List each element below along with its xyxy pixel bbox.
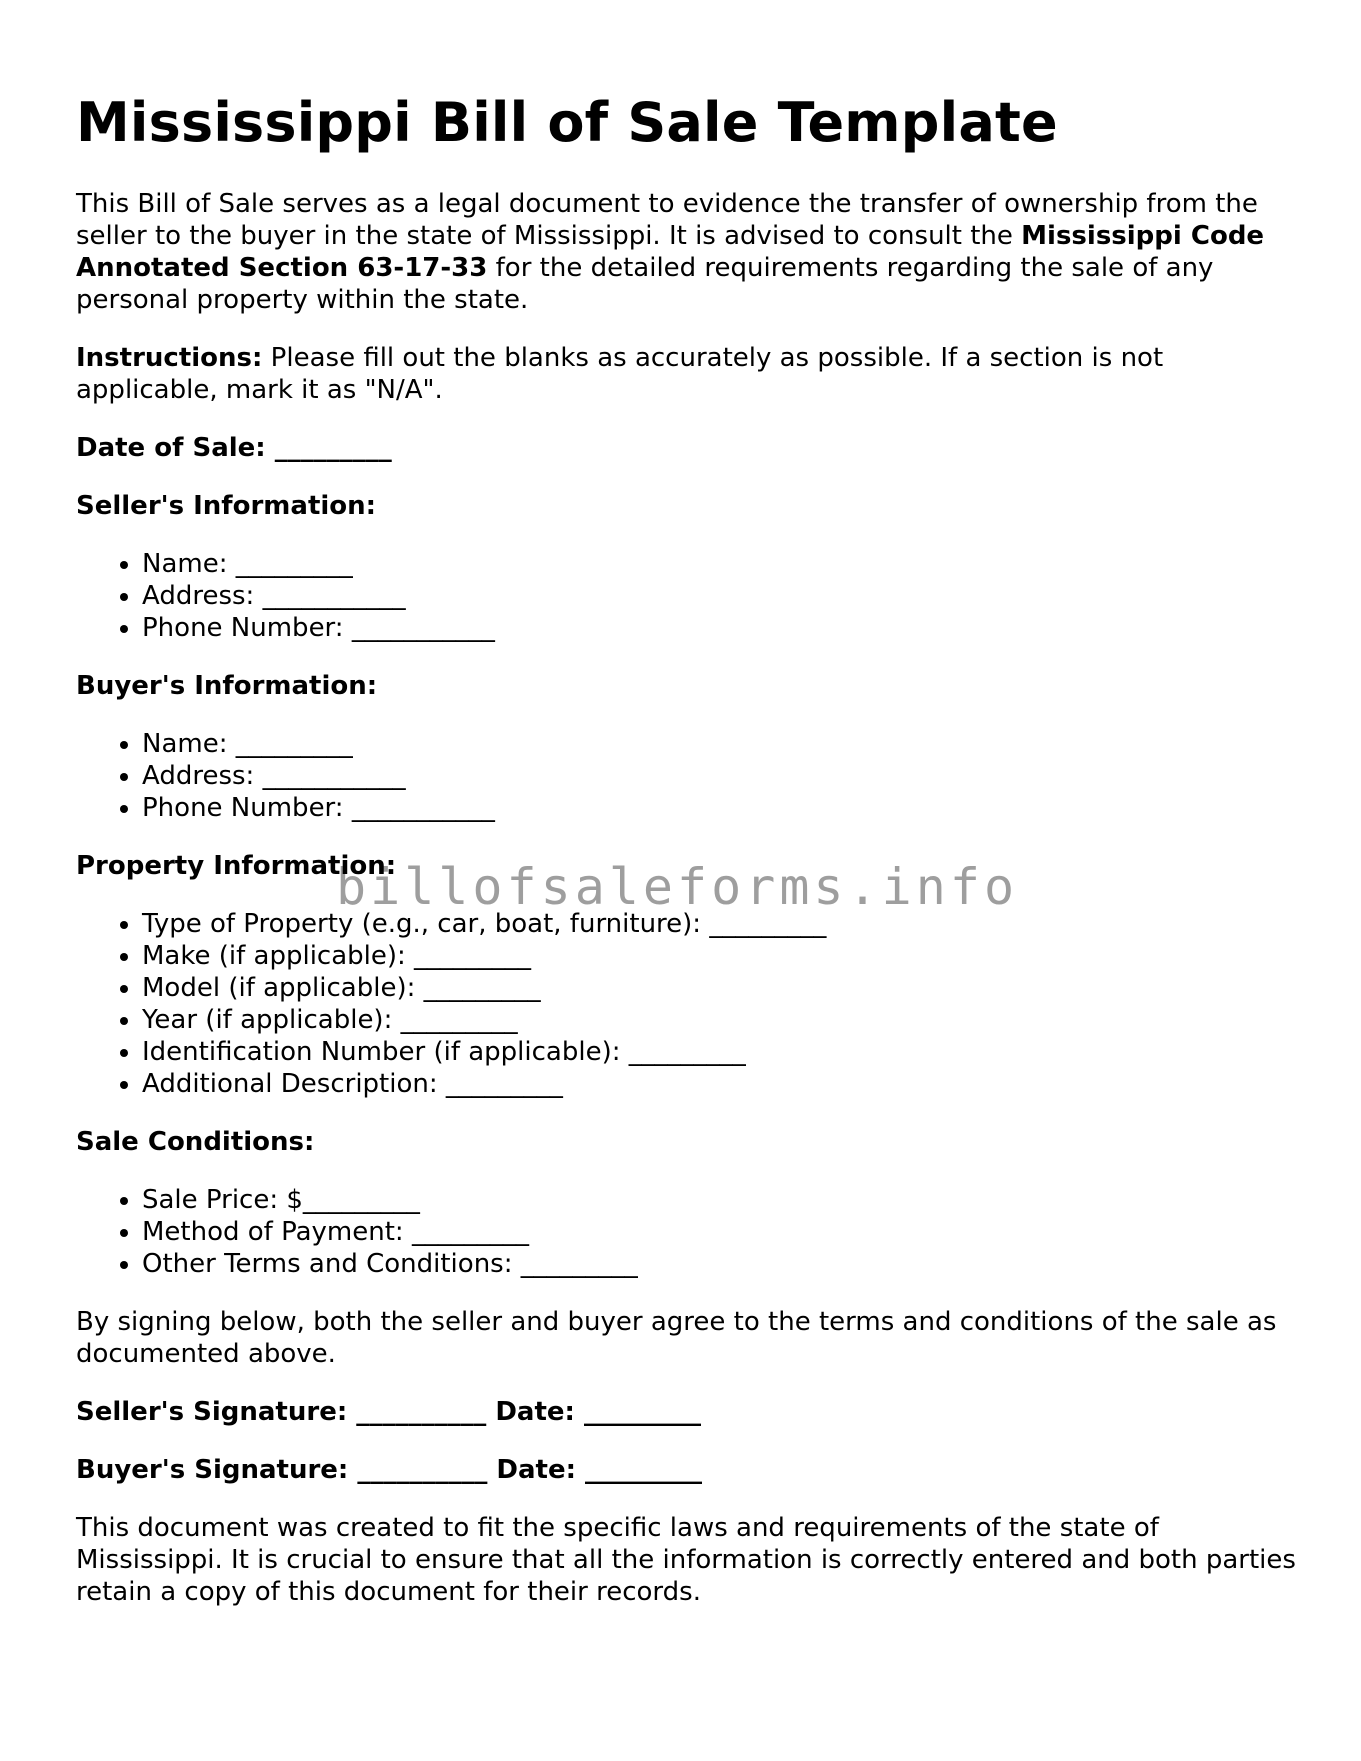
list-item: • Address: ___________ xyxy=(142,760,1296,792)
list-item: • Address: ___________ xyxy=(142,580,1296,612)
instructions-text: Please fill out the blanks as accurately as possible. If a section is not applicable, mark it as "N/A". xyxy=(76,343,1164,406)
watermark: billofsaleforms.info xyxy=(336,858,1019,916)
list-item: • Name: _________ xyxy=(142,548,1296,580)
list-item: • Phone Number: ___________ xyxy=(142,792,1296,824)
closing-paragraph: This document was created to fit the specific laws and requirements of the state of Mississippi. It is crucial to ensure that all the information is correctly entered and both parties retain a copy of this document for their records. xyxy=(76,1513,1296,1608)
list-item: • Name: _________ xyxy=(142,728,1296,760)
page-title: Mississippi Bill of Sale Template xyxy=(76,91,1058,154)
list-item: • Year (if applicable): _________ xyxy=(142,1004,1296,1036)
date-of-sale-blank: _________ xyxy=(265,433,392,464)
date-of-sale-label: Date of Sale: xyxy=(76,433,266,464)
buyer-signature-line: Buyer's Signature: __________ Date: _________ xyxy=(76,1455,703,1486)
date-of-sale xyxy=(76,432,1296,464)
seller-info-list xyxy=(76,548,1296,644)
code-reference: Mississippi Code Annotated Section 63-17-33 xyxy=(76,221,1265,284)
property-info-list xyxy=(76,908,1296,1100)
instructions-paragraph xyxy=(76,342,1296,406)
seller-signature-line: Seller's Signature: __________ Date: _________ xyxy=(76,1397,701,1428)
agreement-paragraph: By signing below, both the seller and buyer agree to the terms and conditions of the sale as documented above. xyxy=(76,1307,1277,1370)
list-item: • Other Terms and Conditions: _________ xyxy=(142,1248,1296,1280)
list-item: • Method of Payment: _________ xyxy=(142,1216,1296,1248)
list-item: • Phone Number: ___________ xyxy=(142,612,1296,644)
sale-conditions-heading: Sale Conditions: xyxy=(76,1127,315,1158)
intro-paragraph xyxy=(76,188,1296,316)
intro-text-1: This Bill of Sale serves as a legal document to evidence the transfer of ownership from the seller to the buyer in the state of Mississippi. It is advised to consult the xyxy=(76,189,1258,252)
list-item: • Identification Number (if applicable): _________ xyxy=(142,1036,1296,1068)
instructions-label: Instructions: xyxy=(76,343,263,374)
document-page xyxy=(76,92,1296,1634)
list-item: • Sale Price: $_________ xyxy=(142,1184,1296,1216)
list-item: • Model (if applicable): _________ xyxy=(142,972,1296,1004)
intro-text-2: for the detailed requirements regarding the sale of any personal property within the state. xyxy=(76,253,1214,316)
list-item: • Make (if applicable): _________ xyxy=(142,940,1296,972)
list-item: • Additional Description: _________ xyxy=(142,1068,1296,1100)
property-info-heading: Property Information: xyxy=(76,851,397,882)
buyer-info-heading: Buyer's Information: xyxy=(76,671,378,702)
seller-info-heading: Seller's Information: xyxy=(76,491,377,522)
sale-conditions-list xyxy=(76,1184,1296,1280)
list-item: • Type of Property (e.g., car, boat, furniture): _________ xyxy=(142,908,1296,940)
buyer-info-list xyxy=(76,728,1296,824)
